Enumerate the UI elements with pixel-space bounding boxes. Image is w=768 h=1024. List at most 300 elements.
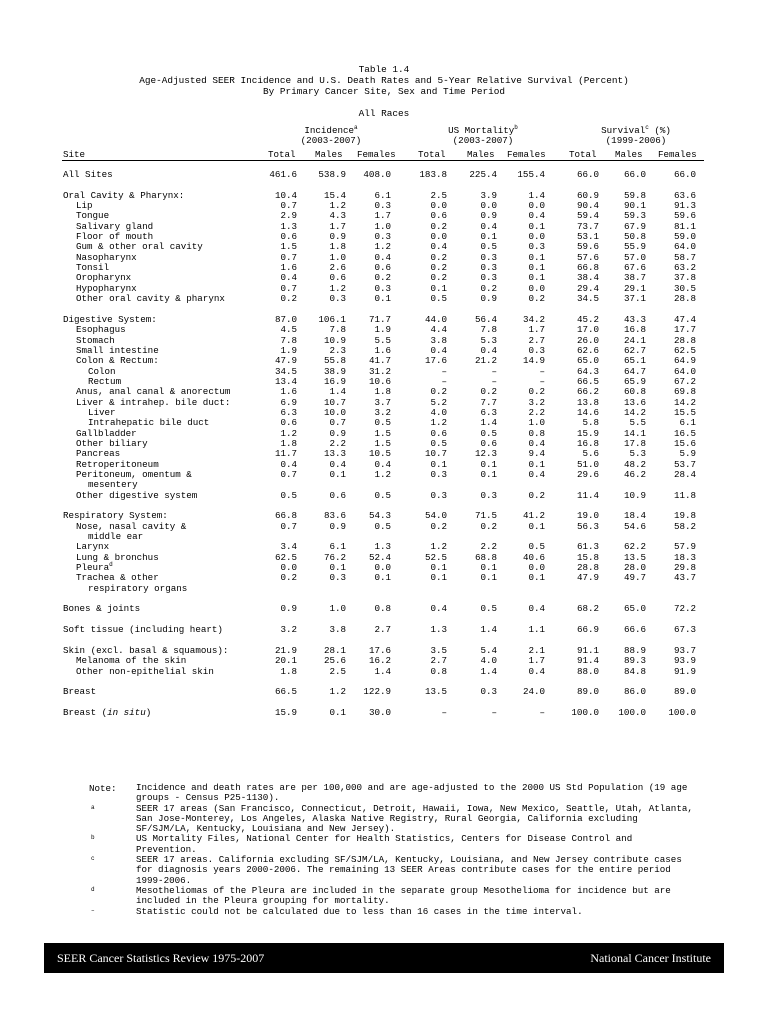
mortality-males-cell: 0.3 [480,686,497,698]
survival-total-cell: 65.0 [576,355,599,367]
race-heading: All Races [358,108,410,119]
footnote-mark: a [354,124,358,131]
incidence-females-cell: 1.2 [374,468,391,480]
mortality-females-cell: 1.1 [528,624,545,636]
footnote [0,783,768,804]
mortality-group-header [410,126,556,146]
survival-females-cell: 37.8 [673,272,696,284]
survival-females-cell: 93.7 [673,644,696,656]
survival-males-cell: 90.1 [623,200,646,212]
table-subtitle: By Primary Cancer Site, Sex and Time Period [263,86,505,97]
survival-total-cell: 15.8 [576,551,599,563]
mortality-males-cell: 6.3 [480,406,497,418]
mortality-females-cell: 0.3 [528,344,545,356]
survival-females-cell: 58.2 [673,520,696,532]
incidence-males-cell: 13.3 [323,448,346,460]
survival-males-cell: 67.6 [623,262,646,274]
site-label: Other digestive system [76,489,198,501]
survival-total-cell: 47.9 [576,572,599,584]
survival-males-cell: 66.0 [623,169,646,180]
incidence-total-cell: 62.5 [274,551,297,563]
survival-males-cell: 46.2 [623,468,646,480]
footnote-marker: b [91,834,95,842]
mortality-females-cell: 41.2 [522,510,545,522]
mortality-females-cell: 9.4 [528,448,545,460]
mortality-total-header: Total [418,149,446,160]
site-label: Nose, nasal cavity & [76,520,187,532]
survival-females-cell: 29.8 [673,562,696,574]
survival-period: (1999-2006) [605,135,667,146]
survival-females-cell: 59.0 [673,231,696,243]
mortality-females-cell: 0.2 [528,293,545,305]
mortality-total-cell: 0.5 [430,437,447,449]
incidence-males-cell: 0.1 [329,468,346,480]
survival-total-cell: 66.0 [576,169,599,180]
mortality-period: (2003-2007) [452,135,514,146]
site-label: Pleura$^d$ [76,561,113,574]
mortality-females-header: Females [507,149,546,160]
mortality-males-cell: 0.3 [480,251,497,263]
incidence-period: (2003-2007) [300,135,362,146]
mortality-males-cell: 1.4 [480,665,497,677]
mortality-females-cell: 14.9 [522,355,545,367]
site-label: middle ear [88,531,144,543]
survival-males-cell: 14.2 [623,406,646,418]
mortality-total-cell: 183.8 [419,169,447,180]
mortality-males-cell: 0.9 [480,210,497,222]
survival-total-cell: 13.8 [576,396,599,408]
incidence-females-cell: 1.7 [374,210,391,222]
incidence-total-cell: 1.9 [280,344,297,356]
incidence-males-cell: 2.2 [329,437,346,449]
survival-total-cell: 66.2 [576,386,599,398]
mortality-males-cell: 21.2 [474,355,497,367]
incidence-females-header: Females [357,149,396,160]
site-label: Skin (excl. basal & squamous): [63,644,229,656]
footnote-text: SEER 17 areas (San Francisco, Connecticut, Detroit, Hawaii, Iowa, New Mexico, Seattle, Utah, Atlanta, San Jose-Monterey, Los Angeles, Alaska Native Registry, Rural Georgia, California excluding SF/SJM/LA, Kentucky, Louisiana and New Jersey). [136,802,693,835]
footnote [0,855,768,886]
mortality-males-cell: 0.1 [480,458,497,470]
mortality-females-cell: 0.0 [528,200,545,212]
incidence-females-cell: 1.5 [374,427,391,439]
mortality-males-cell: 0.1 [480,572,497,584]
incidence-females-cell: 41.7 [368,355,391,367]
incidence-females-cell: 1.6 [374,344,391,356]
survival-males-cell: 59.8 [623,189,646,201]
mortality-females-cell: 0.1 [528,272,545,284]
incidence-total-cell: 0.6 [280,417,297,429]
mortality-males-cell: 0.3 [480,262,497,274]
mortality-total-cell: 52.5 [424,551,447,563]
mortality-males-cell: 5.4 [480,644,497,656]
incidence-females-cell: 0.5 [374,520,391,532]
site-label: Other oral cavity & pharynx [76,293,225,305]
survival-males-cell: 65.9 [623,375,646,387]
incidence-females-cell: 0.6 [374,262,391,274]
incidence-females-cell: 0.5 [374,489,391,501]
site-label: Floor of mouth [76,231,154,243]
mortality-males-cell: 3.9 [480,189,497,201]
mortality-females-cell: 0.1 [528,520,545,532]
incidence-total-cell: 0.7 [280,520,297,532]
mortality-total-cell: 10.7 [424,448,447,460]
incidence-females-cell: 3.7 [374,396,391,408]
site-label: Other biliary [76,437,148,449]
mortality-total-cell: 4.0 [430,406,447,418]
mortality-total-cell: 0.1 [430,458,447,470]
mortality-females-cell: – [539,375,545,387]
incidence-males-cell: 3.8 [329,624,346,636]
incidence-females-cell: 1.3 [374,541,391,553]
incidence-total-cell: 0.2 [280,293,297,305]
survival-total-cell: 11.4 [576,489,599,501]
mortality-males-cell: 7.8 [480,324,497,336]
survival-males-cell: 50.8 [623,231,646,243]
incidence-females-cell: 0.3 [374,282,391,294]
mortality-males-cell: 0.3 [480,272,497,284]
survival-females-cell: 19.8 [673,510,696,522]
mortality-total-cell: 0.6 [430,427,447,439]
footer-bar [44,943,724,973]
incidence-males-cell: 2.6 [329,262,346,274]
mortality-males-cell: 0.6 [480,437,497,449]
incidence-females-cell: 10.5 [368,448,391,460]
site-label: Nasopharynx [76,251,137,263]
footnote-text: SEER 17 areas. California excluding SF/SJM/LA, Kentucky, Louisiana, and New Jersey contribute cases for diagnosis years 2000-2006. The remaining 13 SEER Areas contribute cases for the entire period 1999-2006. [136,854,682,886]
survival-males-cell: 49.7 [623,572,646,584]
site-label: Intrahepatic bile duct [88,417,210,429]
survival-males-cell: 100.0 [618,706,646,718]
footnote-text: Mesotheliomas of the Pleura are included in the separate group Mesothelioma for incidence but are included in the Pleura grouping for mortality. [136,884,671,907]
incidence-females-cell: 408.0 [363,169,391,180]
survival-total-cell: 59.6 [576,241,599,253]
mortality-males-cell: 0.1 [480,562,497,574]
mortality-females-cell: 0.4 [528,603,545,615]
site-label: Lip [76,200,93,212]
survival-males-cell: 16.8 [623,324,646,336]
mortality-total-cell: 44.0 [424,313,447,325]
survival-females-cell: 67.3 [673,624,696,636]
mortality-females-cell: 0.2 [528,386,545,398]
site-label: Retroperitoneum [76,458,159,470]
table-row [0,604,768,614]
survival-females-cell: 81.1 [673,220,696,232]
incidence-males-cell: 10.0 [323,406,346,418]
survival-males-cell: 64.7 [623,365,646,377]
site-label: Other non-epithelial skin [76,665,214,677]
survival-total-cell: 100.0 [571,706,599,718]
survival-total-cell: 5.8 [582,417,599,429]
survival-females-header: Females [658,149,697,160]
incidence-females-cell: 0.1 [374,293,391,305]
mortality-total-cell: – [441,365,447,377]
incidence-total-cell: 3.2 [280,624,297,636]
table-body [0,170,768,718]
mortality-males-cell: 5.3 [480,334,497,346]
mortality-total-cell: 0.1 [430,282,447,294]
survival-total-cell: 59.4 [576,210,599,222]
incidence-males-cell: 0.3 [329,572,346,584]
site-label: Small intestine [76,344,159,356]
mortality-females-cell: 0.0 [528,282,545,294]
survival-females-cell: 43.7 [673,572,696,584]
site-column-header: Site [63,149,86,160]
incidence-females-cell: 1.9 [374,324,391,336]
incidence-males-cell: 1.0 [329,603,346,615]
survival-females-cell: 28.8 [673,334,696,346]
mortality-females-cell: 1.7 [528,324,545,336]
mortality-total-cell: 1.3 [430,624,447,636]
survival-males-cell: 88.9 [623,644,646,656]
survival-total-cell: 73.7 [576,220,599,232]
footnote-text: Statistic could not be calculated due to less than 16 cases in the time interval. [136,905,583,917]
footnote-mark: c [645,124,649,131]
incidence-females-cell: 1.2 [374,241,391,253]
incidence-males-cell: 38.9 [323,365,346,377]
site-label: Anus, anal canal & anorectum [76,386,231,398]
mortality-males-cell: 0.1 [480,231,497,243]
site-label: All Sites [63,169,113,180]
survival-females-cell: 14.2 [673,396,696,408]
incidence-males-cell: 4.3 [329,210,346,222]
incidence-females-cell: 6.1 [374,189,391,201]
table-row [0,667,768,677]
incidence-total-cell: 461.6 [269,169,297,180]
mortality-total-cell: – [441,375,447,387]
incidence-females-cell: 54.3 [368,510,391,522]
site-label: Oral Cavity & Pharynx: [63,189,185,201]
incidence-total-cell: 20.1 [274,655,297,667]
mortality-males-cell: 0.5 [480,241,497,253]
survival-total-cell: 17.0 [576,324,599,336]
mortality-total-cell: 2.7 [430,655,447,667]
incidence-males-cell: 2.5 [329,665,346,677]
mortality-total-cell: 0.6 [430,210,447,222]
mortality-males-cell: 0.0 [480,200,497,212]
survival-males-cell: 57.0 [623,251,646,263]
survival-males-cell: 38.7 [623,272,646,284]
incidence-total-cell: 1.6 [280,262,297,274]
survival-females-cell: 66.0 [673,169,696,180]
incidence-total-cell: 0.5 [280,489,297,501]
mortality-total-cell: 5.2 [430,396,447,408]
survival-females-cell: 11.8 [673,489,696,501]
survival-males-cell: 89.3 [623,655,646,667]
survival-females-cell: 28.4 [673,468,696,480]
mortality-females-cell: 1.4 [528,189,545,201]
survival-females-cell: 16.5 [673,427,696,439]
footnote-marker: a [91,803,95,811]
incidence-females-cell: 3.2 [374,406,391,418]
survival-males-cell: 48.2 [623,458,646,470]
incidence-total-cell: 0.7 [280,200,297,212]
incidence-females-cell: 0.0 [374,562,391,574]
survival-females-cell: 62.5 [673,344,696,356]
incidence-females-cell: 0.4 [374,251,391,263]
incidence-males-cell: 1.2 [329,686,346,698]
footnote [0,804,768,835]
incidence-males-cell: 25.6 [323,655,346,667]
mortality-males-cell: 0.9 [480,293,497,305]
incidence-males-cell: 0.9 [329,520,346,532]
survival-total-header: Total [569,149,597,160]
mortality-total-cell: 0.3 [430,489,447,501]
mortality-total-cell: 0.1 [430,572,447,584]
survival-total-cell: 62.6 [576,344,599,356]
incidence-males-cell: 76.2 [323,551,346,563]
mortality-males-cell: 7.7 [480,396,497,408]
incidence-females-cell: 0.3 [374,200,391,212]
mortality-females-cell: 0.1 [528,458,545,470]
incidence-total-cell: 0.7 [280,251,297,263]
mortality-females-cell: 0.1 [528,262,545,274]
survival-males-cell: 13.5 [623,551,646,563]
survival-label: Survival [601,125,646,136]
incidence-total-cell: 0.4 [280,272,297,284]
site-label: Esophagus [76,324,126,336]
survival-females-cell: 67.2 [673,375,696,387]
footnote-mark: d [109,561,113,569]
survival-males-cell: 43.3 [623,313,646,325]
survival-group-header [566,126,706,146]
incidence-males-cell: 83.6 [323,510,346,522]
mortality-females-cell: 0.1 [528,251,545,263]
footer-publisher: National Cancer Institute [590,951,711,965]
survival-total-cell: 51.0 [576,458,599,470]
mortality-females-cell: – [539,706,545,718]
mortality-females-cell: 0.0 [528,562,545,574]
table-row [0,170,768,180]
mortality-total-cell: 17.6 [424,355,447,367]
incidence-females-cell: 71.7 [368,313,391,325]
incidence-males-cell: 1.0 [329,251,346,263]
survival-males-cell: 86.0 [623,686,646,698]
survival-males-cell: 65.0 [623,603,646,615]
incidence-females-cell: 1.5 [374,437,391,449]
incidence-males-cell: 0.3 [329,293,346,305]
site-label: Digestive System: [63,313,157,325]
mortality-males-cell: 0.1 [480,468,497,480]
mortality-males-cell: 0.2 [480,520,497,532]
footnote-marker: – [91,906,95,914]
incidence-males-cell: 538.9 [318,169,346,180]
mortality-females-cell: 24.0 [522,686,545,698]
incidence-males-cell: 28.1 [323,644,346,656]
incidence-females-cell: 17.6 [368,644,391,656]
site-label: Melanoma of the skin [76,655,187,667]
incidence-total-cell: 10.4 [274,189,297,201]
incidence-males-cell: 1.2 [329,200,346,212]
survival-total-cell: 66.8 [576,262,599,274]
incidence-males-cell: 1.4 [329,386,346,398]
incidence-group-header [262,126,400,146]
incidence-females-cell: 0.4 [374,458,391,470]
incidence-total-cell: 15.9 [274,706,297,718]
incidence-males-cell: 6.1 [329,541,346,553]
footnote-marker: d [91,885,95,893]
mortality-females-cell: 0.5 [528,541,545,553]
mortality-females-cell: 2.1 [528,644,545,656]
survival-females-cell: 100.0 [668,706,696,718]
mortality-males-cell: 56.4 [474,313,497,325]
survival-females-cell: 63.2 [673,262,696,274]
footnote [0,907,768,917]
mortality-total-cell: 0.0 [430,200,447,212]
survival-males-cell: 66.6 [623,624,646,636]
survival-total-cell: 91.1 [576,644,599,656]
incidence-total-cell: 34.5 [274,365,297,377]
survival-females-cell: 15.6 [673,437,696,449]
survival-males-cell: 65.1 [623,355,646,367]
site-label: Salivary gland [76,220,154,232]
mortality-males-cell: – [491,365,497,377]
footnote-mark: b [514,124,518,131]
site-label: Tongue [76,210,110,222]
survival-total-cell: 16.8 [576,437,599,449]
incidence-females-cell: 0.2 [374,272,391,284]
incidence-males-cell: 0.6 [329,272,346,284]
survival-females-cell: 53.7 [673,458,696,470]
survival-females-cell: 64.9 [673,355,696,367]
survival-total-cell: 38.4 [576,272,599,284]
footnotes [0,783,768,917]
survival-males-cell: 84.8 [623,665,646,677]
survival-females-cell: 17.7 [673,324,696,336]
survival-males-cell: 5.5 [629,417,646,429]
footer-publication: SEER Cancer Statistics Review 1975-2007 [57,951,265,965]
incidence-males-cell: 16.9 [323,375,346,387]
mortality-total-cell: 0.2 [430,272,447,284]
survival-total-cell: 5.6 [582,448,599,460]
mortality-females-cell: 0.4 [528,665,545,677]
site-label: Lung & bronchus [76,551,159,563]
site-label: Respiratory System: [63,510,168,522]
footnote-marker: Note: [89,783,117,794]
survival-total-cell: 45.2 [576,313,599,325]
mortality-total-cell: 4.4 [430,324,447,336]
site-label: Colon [88,365,116,377]
mortality-total-cell: 1.2 [430,417,447,429]
mortality-males-header: Males [467,149,495,160]
survival-males-cell: 54.6 [623,520,646,532]
survival-total-cell: 34.5 [576,293,599,305]
site-label: Oropharynx [76,272,132,284]
site-label: Bones & joints [63,603,141,615]
mortality-females-cell: 1.0 [528,417,545,429]
incidence-total-cell: 3.4 [280,541,297,553]
incidence-females-cell: 16.2 [368,655,391,667]
incidence-males-cell: 1.7 [329,220,346,232]
incidence-total-cell: 21.9 [274,644,297,656]
mortality-males-cell: 0.2 [480,282,497,294]
mortality-total-cell: – [441,706,447,718]
mortality-males-cell: 0.4 [480,344,497,356]
survival-males-cell: 5.3 [629,448,646,460]
mortality-males-cell: 225.4 [469,169,497,180]
mortality-females-cell: 0.8 [528,427,545,439]
site-label: Breast (in situ) [63,706,152,718]
survival-females-cell: 5.9 [679,448,696,460]
incidence-males-cell: 1.2 [329,282,346,294]
survival-males-cell: 13.6 [623,396,646,408]
incidence-females-cell: 31.2 [368,365,391,377]
survival-total-cell: 60.9 [576,189,599,201]
mortality-males-cell: 4.0 [480,655,497,667]
survival-males-cell: 10.9 [623,489,646,501]
survival-females-cell: 91.3 [673,200,696,212]
incidence-total-cell: 7.8 [280,334,297,346]
mortality-females-cell: 0.1 [528,220,545,232]
